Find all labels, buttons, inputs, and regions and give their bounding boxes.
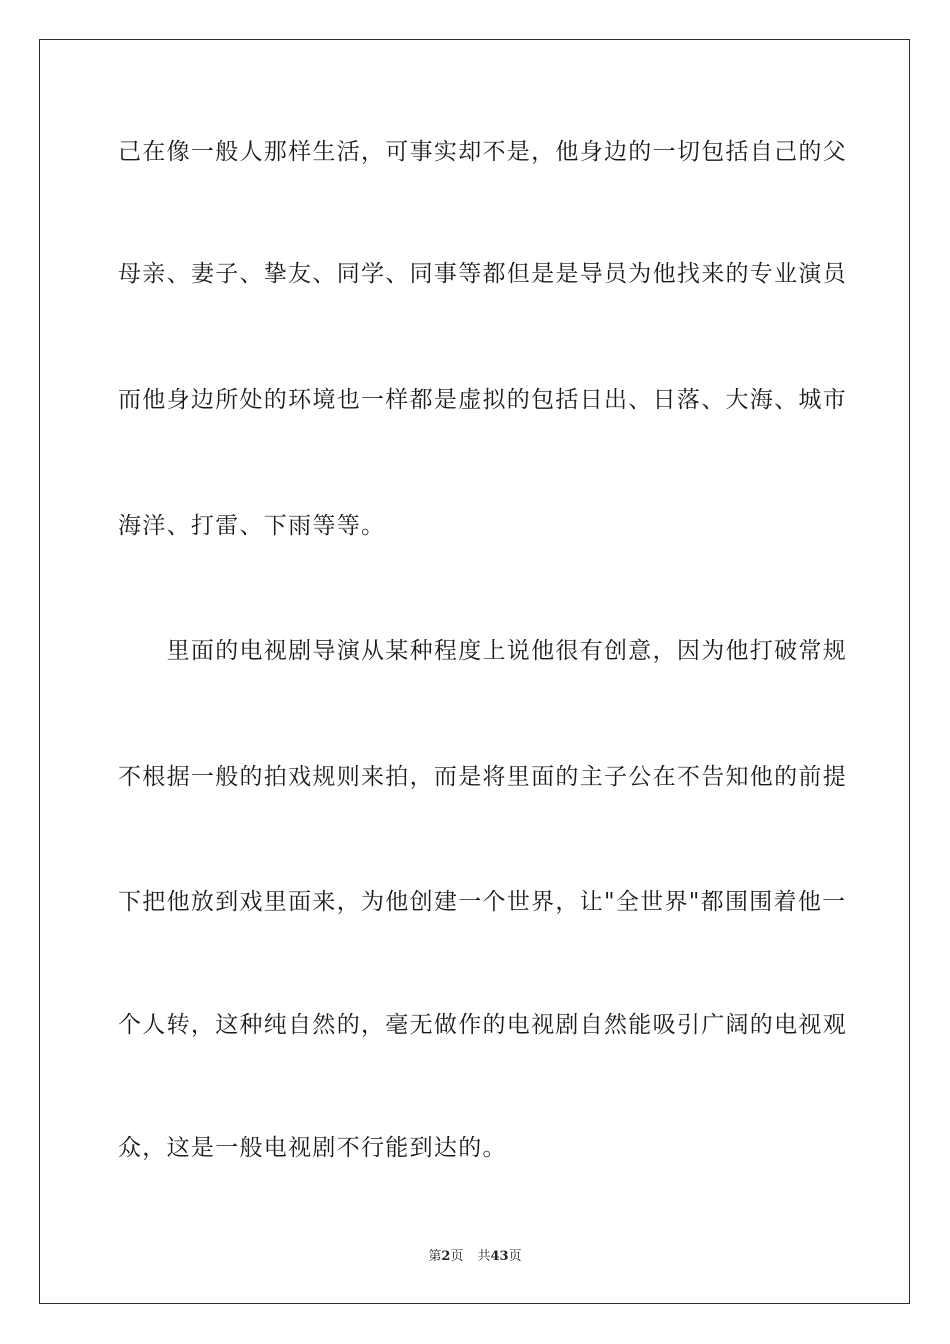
- text-line-9: 众，这是一般电视剧不行能到达的。: [118, 1135, 507, 1161]
- total-suffix: 页: [508, 1249, 522, 1264]
- text-line-4: 海洋、打雷、下雨等等。: [118, 513, 386, 539]
- page-number: 2: [441, 1249, 451, 1264]
- page-footer: [0, 1248, 950, 1266]
- text-line-8: 个人转，这种纯自然的，毫无做作的电视剧自然能吸引广阔的电视观: [118, 1012, 847, 1038]
- total-pages: 43: [490, 1249, 509, 1264]
- text-line-2: 母亲、妻子、挚友、同学、同事等都但是是导员为他找来的专业演员: [118, 261, 847, 287]
- text-line-6: 不根据一般的拍戏规则来拍，而是将里面的主子公在不告知他的前提: [118, 764, 847, 790]
- total-prefix: 共: [477, 1249, 491, 1264]
- text-line-7: 下把他放到戏里面来，为他创建一个世界，让"全世界"都围围着他一: [118, 889, 847, 915]
- text-line-1: 己在像一般人那样生活，可事实却不是，他身边的一切包括自己的父: [118, 139, 847, 165]
- page-prefix: 第: [428, 1249, 442, 1264]
- page-suffix: 页: [450, 1249, 464, 1264]
- page-border: [39, 39, 910, 1304]
- text-line-5: 里面的电视剧导演从某种程度上说他很有创意，因为他打破常规: [118, 638, 847, 664]
- text-line-3: 而他身边所处的环境也一样都是虚拟的包括日出、日落、大海、城市: [118, 387, 847, 413]
